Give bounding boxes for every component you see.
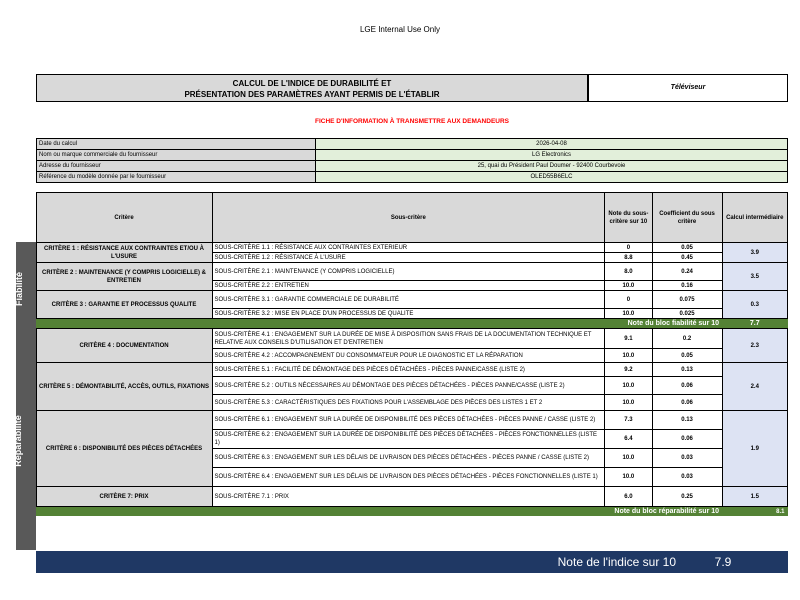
sub-note: 10.0 [605, 377, 652, 395]
durability-table [36, 192, 788, 516]
criterion-5: CRITÈRE 5 : DÉMONTABILITÉ, ACCÈS, OUTILS, FIXATIONS [36, 363, 212, 411]
sub-coef: 0.2 [652, 329, 722, 349]
table-row [36, 487, 788, 507]
header-coef: Coefficient du sous critère [652, 193, 722, 243]
info-label: Référence du modèle donnée par le fournisseur [37, 172, 316, 183]
sub-criterion: SOUS-CRITÈRE 6.1 : ENGAGEMENT SUR LA DURÉE DE DISPONIBILITÉ DES PIÈCES DÉTACHÉES - PIÈCES PANNE / CASSE (LISTE 2) [212, 411, 605, 430]
criterion-calc: 2.4 [722, 363, 787, 411]
criterion-calc: 0.3 [722, 291, 787, 319]
info-value: OLED55B6ELC [316, 172, 788, 183]
info-row [37, 150, 788, 161]
title-line-2: PRÉSENTATION DES PARAMÈTRES AYANT PERMIS DE L'ÉTABLIR [184, 90, 440, 99]
index-total-label: Note de l'indice sur 10 [557, 555, 676, 569]
sub-note: 0 [605, 291, 652, 309]
section-label-fiabilite: Fiabilité [16, 242, 36, 338]
criterion-3: CRITÈRE 3 : GARANTIE ET PROCESSUS QUALITE [36, 291, 212, 319]
sub-criterion: SOUS-CRITÈRE 6.2 : ENGAGEMENT SUR LA DURÉE DE DISPONIBILITÉ DES PIÈCES DÉTACHÉES - PIÈCES FONCTIONNELLES (LISTE 1) [212, 430, 605, 449]
sub-note: 9.1 [605, 329, 652, 349]
info-label: Nom ou marque commerciale du fournisseur [37, 150, 316, 161]
table-row [36, 329, 788, 349]
sub-criterion: SOUS-CRITÈRE 3.2 : MISE EN PLACE D'UN PROCESSUS DE QUALITE [212, 309, 605, 319]
sub-criterion: SOUS-CRITÈRE 7.1 : PRIX [212, 487, 605, 507]
header-calcul: Calcul intermédiaire [722, 193, 787, 243]
index-total-bar [36, 551, 788, 573]
sub-criterion: SOUS-CRITÈRE 2.2 : ENTRETIEN [212, 281, 605, 291]
sub-note: 10.0 [605, 449, 652, 468]
header-critere: Critère [36, 193, 212, 243]
info-value: 2026-04-08 [316, 139, 788, 150]
sub-criterion: SOUS-CRITÈRE 6.4 : ENGAGEMENT SUR LES DÉLAIS DE LIVRAISON DES PIÈCES DÉTACHÉES - PIÈCES FONCTIONNELLES (LISTE 1) [212, 468, 605, 487]
sub-coef: 0.16 [652, 281, 722, 291]
info-value: LG Electronics [316, 150, 788, 161]
sub-criterion: SOUS-CRITÈRE 6.3 : ENGAGEMENT SUR LES DÉLAIS DE LIVRAISON DES PIÈCES DÉTACHÉES - PIÈCES PANNE / CASSE (LISTE 2) [212, 449, 605, 468]
sub-coef: 0.13 [652, 363, 722, 377]
sub-criterion: SOUS-CRITÈRE 5.2 : OUTILS NÉCESSAIRES AU DÉMONTAGE DES PIÈCES DÉTACHÉES - PIÈCES PANNE/CASSE (LISTE 2) [212, 377, 605, 395]
info-label: Adresse du fournisseur [37, 161, 316, 172]
sub-coef: 0.075 [652, 291, 722, 309]
info-row [37, 161, 788, 172]
sub-coef: 0.06 [652, 430, 722, 449]
reparabilite-total-label: Note du bloc réparabilité sur 10 [36, 507, 722, 517]
sub-coef: 0.24 [652, 263, 722, 281]
sub-note: 6.4 [605, 430, 652, 449]
criterion-calc: 1.9 [722, 411, 787, 487]
criterion-calc: 1.5 [722, 487, 787, 507]
info-value: 25, quai du Président Paul Doumer - 92400 Courbevoie [316, 161, 788, 172]
sub-note: 10.0 [605, 309, 652, 319]
sub-note: 6.0 [605, 487, 652, 507]
supplier-info-table [36, 138, 788, 183]
reparabilite-total-value: 8.1 [722, 507, 787, 517]
criterion-calc: 3.9 [722, 243, 787, 263]
sub-note: 8.0 [605, 263, 652, 281]
table-row [36, 411, 788, 430]
header-note: Note du sous-critère sur 10 [605, 193, 652, 243]
sub-coef: 0.05 [652, 243, 722, 253]
sub-coef: 0.25 [652, 487, 722, 507]
fiabilite-total-label: Note du bloc fiabilité sur 10 [36, 319, 722, 329]
sub-coef: 0.03 [652, 468, 722, 487]
sub-coef: 0.45 [652, 253, 722, 263]
sub-coef: 0.06 [652, 377, 722, 395]
fiabilite-total-row [36, 319, 788, 329]
criterion-calc: 3.5 [722, 263, 787, 291]
sub-note: 10.0 [605, 349, 652, 363]
sub-note: 10.0 [605, 281, 652, 291]
criterion-1: CRITÈRE 1 : RÉSISTANCE AUX CONTRAINTES ET/OU À L'USURE [36, 243, 212, 263]
info-row [37, 172, 788, 183]
sub-note: 8.8 [605, 253, 652, 263]
criterion-calc: 2.3 [722, 329, 787, 363]
title-line-1: CALCUL DE L'INDICE DE DURABILITÉ ET [232, 79, 392, 88]
sub-criterion: SOUS-CRITÈRE 5.1 : FACILITÉ DE DÉMONTAGE DES PIÈCES DÉTACHÉES - PIÈCES PANNE/CASSE (LISTE 2) [212, 363, 605, 377]
criterion-6: CRITÈRE 6 : DISPONIBILITÉ DES PIÈCES DÉTACHÉES [36, 411, 212, 487]
sub-coef: 0.06 [652, 395, 722, 411]
sub-criterion: SOUS-CRITÈRE 5.3 : CARACTÉRISTIQUES DES FIXATIONS POUR L'ASSEMBLAGE DES PIÈCES DES LISTES 1 ET 2 [212, 395, 605, 411]
criterion-7: CRITÈRE 7: PRIX [36, 487, 212, 507]
sub-criterion: SOUS-CRITÈRE 3.1 : GARANTIE COMMERCIALE DE DURABILITÉ [212, 291, 605, 309]
table-header-row [36, 193, 788, 243]
info-row [37, 139, 788, 150]
sub-criterion: SOUS-CRITÈRE 4.1 : ENGAGEMENT SUR LA DURÉE DE MISE À DISPOSITION SANS FRAIS DE LA DOCUMENTATION TECHNIQUE ET RELATIVE AUX CONSEILS D'UTILISATION ET D'ENTRETIEN [212, 329, 605, 349]
sub-criterion: SOUS-CRITÈRE 4.2 : ACCOMPAGNEMENT DU CONSOMMATEUR POUR LE DIAGNOSTIC ET LA RÉPARATION [212, 349, 605, 363]
header-sous-critere: Sous-critère [212, 193, 605, 243]
table-row [36, 291, 788, 309]
section-label-reparabilite: Réparabilité [16, 338, 36, 550]
sub-note: 7.3 [605, 411, 652, 430]
criterion-2: CRITÈRE 2 : MAINTENANCE (Y COMPRIS LOGICIELLE) & ENTRETIEN [36, 263, 212, 291]
table-row [36, 243, 788, 253]
fiabilite-total-value: 7.7 [722, 319, 787, 329]
info-label: Date du calcul [37, 139, 316, 150]
sub-coef: 0.03 [652, 449, 722, 468]
sub-note: 10.0 [605, 468, 652, 487]
product-type: Téléviseur [588, 74, 788, 102]
fiche-label: FICHE D'INFORMATION À TRANSMETTRE AUX DEMANDEURS [314, 118, 509, 125]
reparabilite-total-row [36, 507, 788, 517]
table-row [36, 263, 788, 281]
document-title [36, 74, 588, 102]
sub-criterion: SOUS-CRITÈRE 1.2 : RÉSISTANCE À L'USURE [212, 253, 605, 263]
sub-note: 10.0 [605, 395, 652, 411]
sub-criterion: SOUS-CRITÈRE 1.1 : RÉSISTANCE AUX CONTRAINTES EXTERIEUR [212, 243, 605, 253]
sub-coef: 0.13 [652, 411, 722, 430]
table-row [36, 363, 788, 377]
sub-criterion: SOUS-CRITÈRE 2.1 : MAINTENANCE (Y COMPRIS LOGICIELLE) [212, 263, 605, 281]
index-total-value: 7.9 [714, 555, 732, 569]
sub-note: 0 [605, 243, 652, 253]
sub-coef: 0.05 [652, 349, 722, 363]
sub-note: 9.2 [605, 363, 652, 377]
internal-use-label: LGE Internal Use Only [359, 25, 441, 34]
sub-coef: 0.025 [652, 309, 722, 319]
criterion-4: CRITÈRE 4 : DOCUMENTATION [36, 329, 212, 363]
